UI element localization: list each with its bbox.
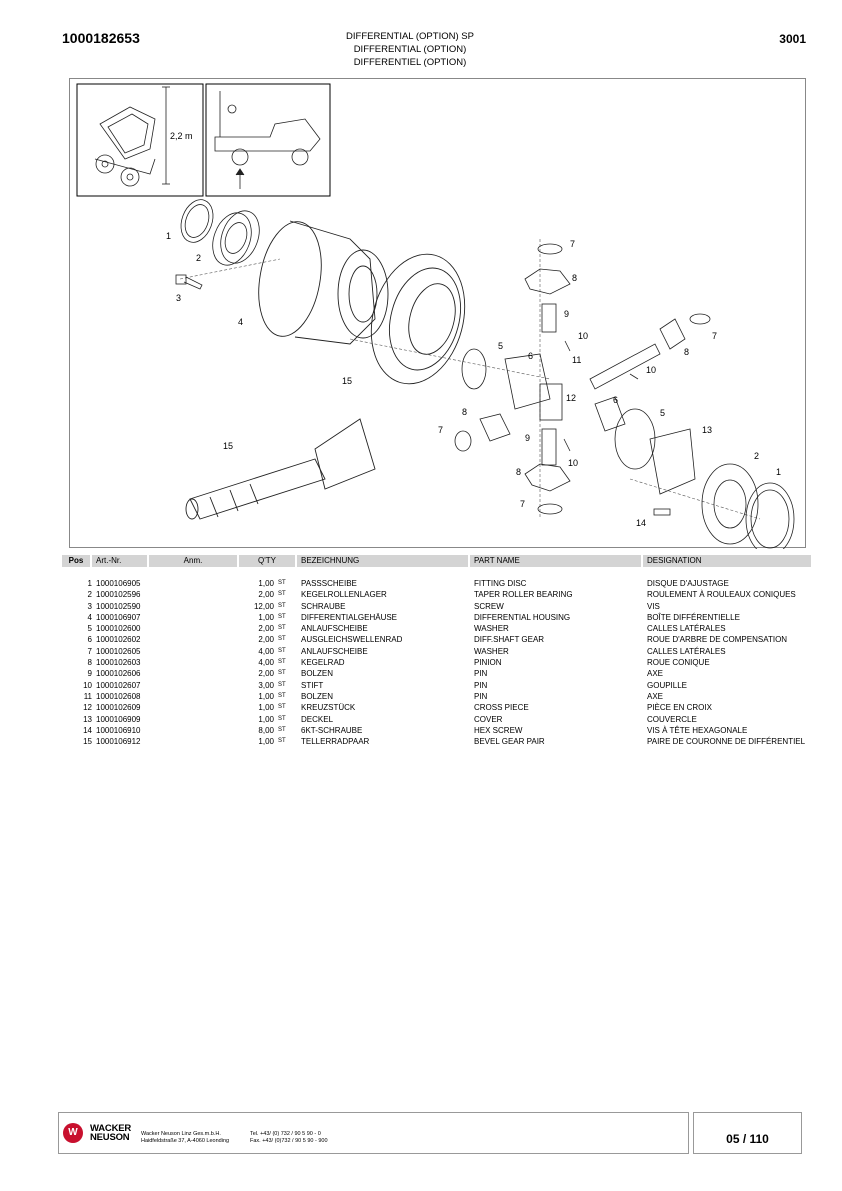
callout-7: 7 [520, 499, 526, 509]
callout-2: 2 [754, 451, 760, 461]
table-row: 3 1000102590 12,00 ST SCHRAUBE SCREW VIS [87, 601, 660, 611]
company-address: Wacker Neuson Linz Ges.m.b.H. Haidfeldstraße 37, A-4060 Leonding [141, 1131, 230, 1144]
ring-gear-part [357, 244, 478, 395]
callout-7: 7 [570, 239, 576, 249]
table-row: 7 1000102605 4,00 ST ANLAUFSCHEIBE WASHER CALLES LATÉRALES [87, 646, 726, 656]
title-line: DIFFERENTIAL (OPTION) [353, 44, 467, 55]
table-row: 15 1000106912 1,00 ST TELLERRADPAAR BEVEL GEAR PAIR PAIRE DE COURONNE DE DIFFÉRENTIEL [83, 737, 806, 747]
table-row: 10 1000102607 3,00 ST STIFT PIN GOUPILLE [83, 680, 688, 690]
table-row: 6 1000102602 2,00 ST AUSGLEICHSWELLENRAD DIFF.SHAFT GEAR ROUE D'ARBRE DE COMPENSATION [87, 635, 788, 645]
callout-3: 3 [176, 293, 182, 303]
dimension-label: 2,2 m [170, 131, 193, 141]
assembly-lines [180, 239, 760, 519]
callout-5: 5 [660, 408, 666, 418]
col-pos: Pos [62, 555, 90, 567]
callout-15: 15 [223, 441, 234, 451]
col-art: Art.-Nr. [92, 555, 147, 567]
page-number: 05 / 110 [693, 1112, 802, 1154]
inset-side-view [206, 84, 330, 196]
callout-9: 9 [525, 433, 531, 443]
callout-15: 15 [342, 376, 353, 386]
callout-10: 10 [578, 331, 589, 341]
callout-8: 8 [572, 273, 578, 283]
callout-5: 5 [498, 341, 504, 351]
callout-1: 1 [776, 467, 782, 477]
table-row: 8 1000102603 4,00 ST KEGELRAD PINION ROUE CONIQUE [87, 658, 710, 668]
callout-11: 11 [572, 355, 582, 365]
callout-7: 7 [712, 331, 718, 341]
table-row: 13 1000106909 1,00 ST DECKEL COVER COUVERCLE [83, 714, 697, 724]
col-bezeichnung: BEZEICHNUNG [297, 555, 468, 567]
callout-10: 10 [568, 458, 579, 468]
table-row: 11 1000102608 1,00 ST BOLZEN PIN AXE [83, 691, 664, 701]
callout-6: 6 [613, 395, 619, 405]
callout-8: 8 [462, 407, 468, 417]
parts-table-body [62, 578, 811, 747]
wacker-neuson-logo-icon: W [63, 1123, 83, 1143]
callout-14: 14 [636, 518, 647, 528]
footer [58, 1112, 689, 1154]
callout-12: 12 [566, 393, 577, 403]
taper-roller-bearing-part [206, 205, 266, 270]
callout-8: 8 [516, 467, 522, 477]
exploded-view-figure [69, 78, 806, 548]
callout-13: 13 [702, 425, 713, 435]
table-row: 9 1000102606 2,00 ST BOLZEN PIN AXE [87, 669, 664, 679]
title-line: DIFFERENTIAL (OPTION) SP [346, 31, 474, 42]
parts-table-header [62, 555, 811, 567]
table-row: 2 1000102596 2,00 ST KEGELROLLENLAGER TAPER ROLLER BEARING ROULEMENT À ROULEAUX CONIQUES [87, 590, 796, 600]
col-designation: DESIGNATION [643, 555, 811, 567]
screw-part [176, 275, 202, 289]
brand-logo-text: WACKER NEUSON [90, 1123, 132, 1143]
callout-6: 6 [528, 351, 534, 361]
title-line: DIFFERENTIEL (OPTION) [353, 57, 467, 68]
table-row: 5 1000102600 2,00 ST ANLAUFSCHEIBE WASHER CALLES LATÉRALES [87, 624, 726, 634]
differential-housing-part [250, 217, 388, 344]
callout-10: 10 [646, 365, 657, 375]
document-number: 1000182653 [62, 30, 140, 46]
col-part-name: PART NAME [470, 555, 641, 567]
table-row: 4 1000106907 1,00 ST DIFFERENTIALGEHÄUSE DIFFERENTIAL HOUSING BOÎTE DIFFÉRENTIELLE [87, 612, 740, 622]
company-contact: Tel. +43/ (0) 732 / 90 5 90 - 0 Fax. +43/ (0)732 / 90 5 90 - 900 [250, 1131, 328, 1144]
pinion-shaft-part [186, 419, 375, 519]
callout-9: 9 [564, 309, 570, 319]
col-qty: Q'TY [239, 555, 295, 567]
exploded-view-drawing [70, 79, 807, 549]
callout-4: 4 [238, 317, 244, 327]
table-row: 14 1000106910 8,00 ST 6KT-SCHRAUBE HEX SCREW VIS À TÊTE HEXAGONALE [83, 725, 748, 735]
table-row: 12 1000102609 1,00 ST KREUZSTÜCK CROSS PIECE PIÈCE EN CROIX [83, 703, 712, 713]
section-code: 3001 [779, 32, 806, 46]
col-anm: Anm. [149, 555, 237, 567]
callout-1: 1 [166, 231, 172, 241]
callout-2: 2 [196, 253, 202, 263]
callout-7: 7 [438, 425, 444, 435]
small-parts [455, 244, 794, 549]
table-row: 1 1000106905 1,00 ST PASSSCHEIBE FITTING DISC DISQUE D'AJUSTAGE [87, 579, 729, 588]
document-title [280, 30, 540, 69]
callout-8: 8 [684, 347, 690, 357]
fitting-disc-part [175, 195, 218, 247]
